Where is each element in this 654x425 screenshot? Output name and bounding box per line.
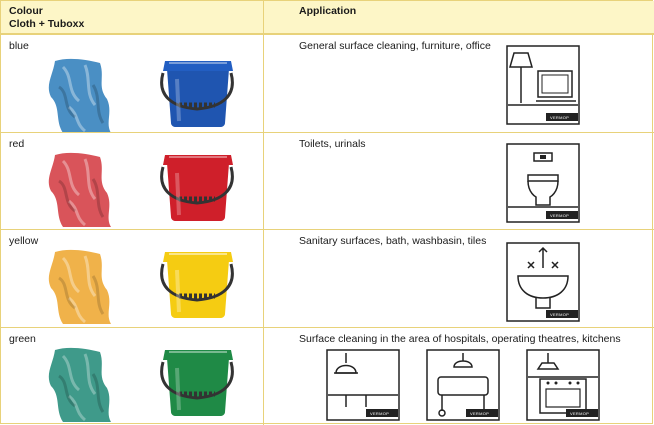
header-application: Application (299, 5, 357, 17)
cloth-image (45, 248, 115, 324)
header-colour-title: Colour (9, 5, 43, 17)
colour-label: yellow (9, 235, 39, 247)
tuboxx-bucket-image (157, 55, 239, 127)
table-row-green (1, 327, 654, 425)
office-pictogram (506, 45, 580, 125)
brand-mark: VERMOP (570, 411, 590, 416)
toilet-pictogram (506, 143, 580, 223)
colour-label: red (9, 138, 25, 150)
application-label: Toilets, urinals (299, 138, 366, 150)
colour-label: green (9, 333, 36, 345)
washbasin-pictogram (506, 242, 580, 322)
cloth-image (45, 57, 115, 133)
operating-theatre-pictogram (426, 349, 500, 421)
tuboxx-bucket-image (157, 149, 239, 221)
brand-mark: VERMOP (550, 115, 570, 120)
brand-mark: VERMOP (550, 312, 570, 317)
table-row-blue (1, 34, 654, 132)
brand-mark: VERMOP (550, 213, 570, 218)
tuboxx-bucket-image (157, 344, 239, 416)
colour-label: blue (9, 40, 29, 52)
application-label: General surface cleaning, furniture, office (299, 40, 491, 52)
header-colour (9, 5, 84, 31)
header-colour-subtitle: Cloth + Tuboxx (9, 18, 85, 30)
application-label: Sanitary surfaces, bath, washbasin, tiles (299, 235, 487, 247)
table-header (1, 1, 654, 34)
kitchen-pictogram (526, 349, 600, 421)
table-row-red (1, 132, 654, 229)
brand-mark: VERMOP (470, 411, 490, 416)
hospital-pictogram (326, 349, 400, 421)
cloth-image (45, 151, 115, 227)
brand-mark: VERMOP (370, 411, 390, 416)
table-row-yellow (1, 229, 654, 327)
tuboxx-bucket-image (157, 246, 239, 318)
cloth-image (45, 346, 115, 422)
application-label: Surface cleaning in the area of hospitals, operating theatres, kitchens (299, 333, 621, 345)
